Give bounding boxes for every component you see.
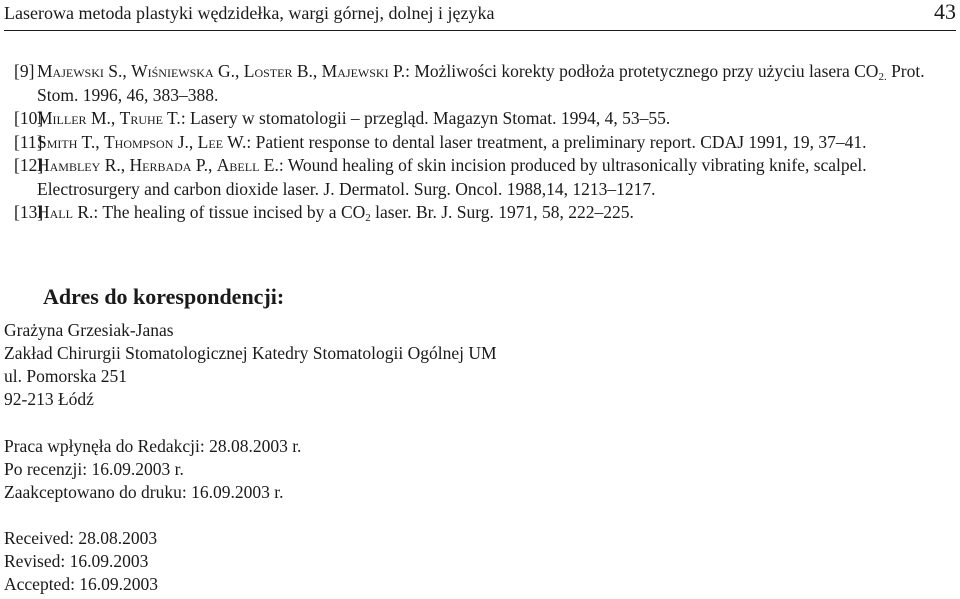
author-initial: R. <box>72 202 94 222</box>
author-initial: M., <box>86 108 120 128</box>
reference-9 <box>0 60 956 107</box>
author-surname: Thompson <box>103 131 174 152</box>
reference-text: laser. Br. J. Surg. 1971, 58, 222–225. <box>370 202 634 222</box>
author-surname: Abell <box>216 155 260 175</box>
address-line: Zakład Chirurgii Stomatologicznej Katedry Stomatologii Ogólnej UM <box>4 343 497 363</box>
reference-10 <box>0 107 956 131</box>
reference-text: Prot. Stom. 1996, 46, 383–388. <box>37 61 925 105</box>
author-initial: B., <box>292 61 322 81</box>
author-surname: Majewski <box>37 61 104 81</box>
reference-number: [11] <box>14 131 43 152</box>
running-title: Laserowa metoda plastyki wędzidełka, wargi górnej, dolnej i języka <box>4 3 495 23</box>
address-line: 92-213 Łódź <box>4 389 94 409</box>
correspondence-address <box>4 319 497 411</box>
author-initial: E. <box>259 155 279 175</box>
date-line: Praca wpłynęła do Redakcji: 28.08.2003 r. <box>4 436 302 456</box>
reference-13 <box>0 201 956 225</box>
reference-list <box>0 60 960 225</box>
address-line: ul. Pomorska 251 <box>4 366 127 386</box>
reference-number: [9] <box>14 61 35 81</box>
date-line: Received: 28.08.2003 <box>4 528 158 548</box>
author-surname: Truhe <box>119 108 163 128</box>
reference-text: : Wound healing of skin incision produced by ultrasonically vibrating knife, scalpel. Electrosurgery and carbon dioxide laser. J. Dermatol. Surg. Oncol. 1988,14, 1213–1217. <box>37 155 867 199</box>
reference-text: : Lasery w stomatologii – przegląd. Magazyn Stomat. 1994, 4, 53–55. <box>180 108 671 128</box>
date-line: Zaakceptowano do druku: 16.09.2003 r. <box>4 482 284 502</box>
author-initial: J., <box>173 131 198 152</box>
reference-text: : Patient response to dental laser treatment, a preliminary report. CDAJ 1991, 19, 37–41. <box>246 131 867 152</box>
author-surname: Miller <box>37 108 87 128</box>
reference-text: : The healing of tissue incised by a CO <box>93 202 366 222</box>
author-surname: Smith <box>37 131 78 152</box>
reference-11 <box>0 131 956 155</box>
dates-polish <box>4 435 301 504</box>
correspondence-heading: Adres do korespondencji: <box>43 284 285 309</box>
date-line: Revised: 16.09.2003 <box>4 551 149 571</box>
author-initial: P. <box>388 61 406 81</box>
author-surname: Herbada <box>129 155 192 175</box>
author-surname: Majewski <box>321 61 389 81</box>
reference-12 <box>0 154 956 201</box>
reference-number: [13] <box>14 202 44 222</box>
subscript: 2. <box>878 71 887 83</box>
author-surname: Loster <box>243 61 293 81</box>
author-initial: T., <box>77 131 104 152</box>
address-line: Grażyna Grzesiak-Janas <box>4 320 174 340</box>
author-initial: T. <box>162 108 181 128</box>
author-surname: Hambley <box>37 155 101 175</box>
author-initial: S., <box>103 61 132 81</box>
author-surname: Wiśniewska <box>131 61 214 81</box>
date-line: Accepted: 16.09.2003 <box>4 574 159 594</box>
dates-english <box>4 527 158 596</box>
author-initial: P., <box>191 155 217 175</box>
reference-text: : Możliwości korekty podłoża protetycznego przy użyciu lasera CO <box>405 61 879 81</box>
author-initial: R., <box>100 155 130 175</box>
author-initial: W. <box>223 131 247 152</box>
author-surname: Lee <box>197 131 224 152</box>
date-line: Po recenzji: 16.09.2003 r. <box>4 459 184 479</box>
reference-number: [12] <box>14 155 44 175</box>
subscript: 2 <box>365 212 371 224</box>
running-header <box>4 0 956 31</box>
author-surname: Hall <box>37 202 73 222</box>
author-initial: G., <box>213 61 244 81</box>
page-number: 43 <box>934 0 956 24</box>
reference-number: [10] <box>14 108 44 128</box>
